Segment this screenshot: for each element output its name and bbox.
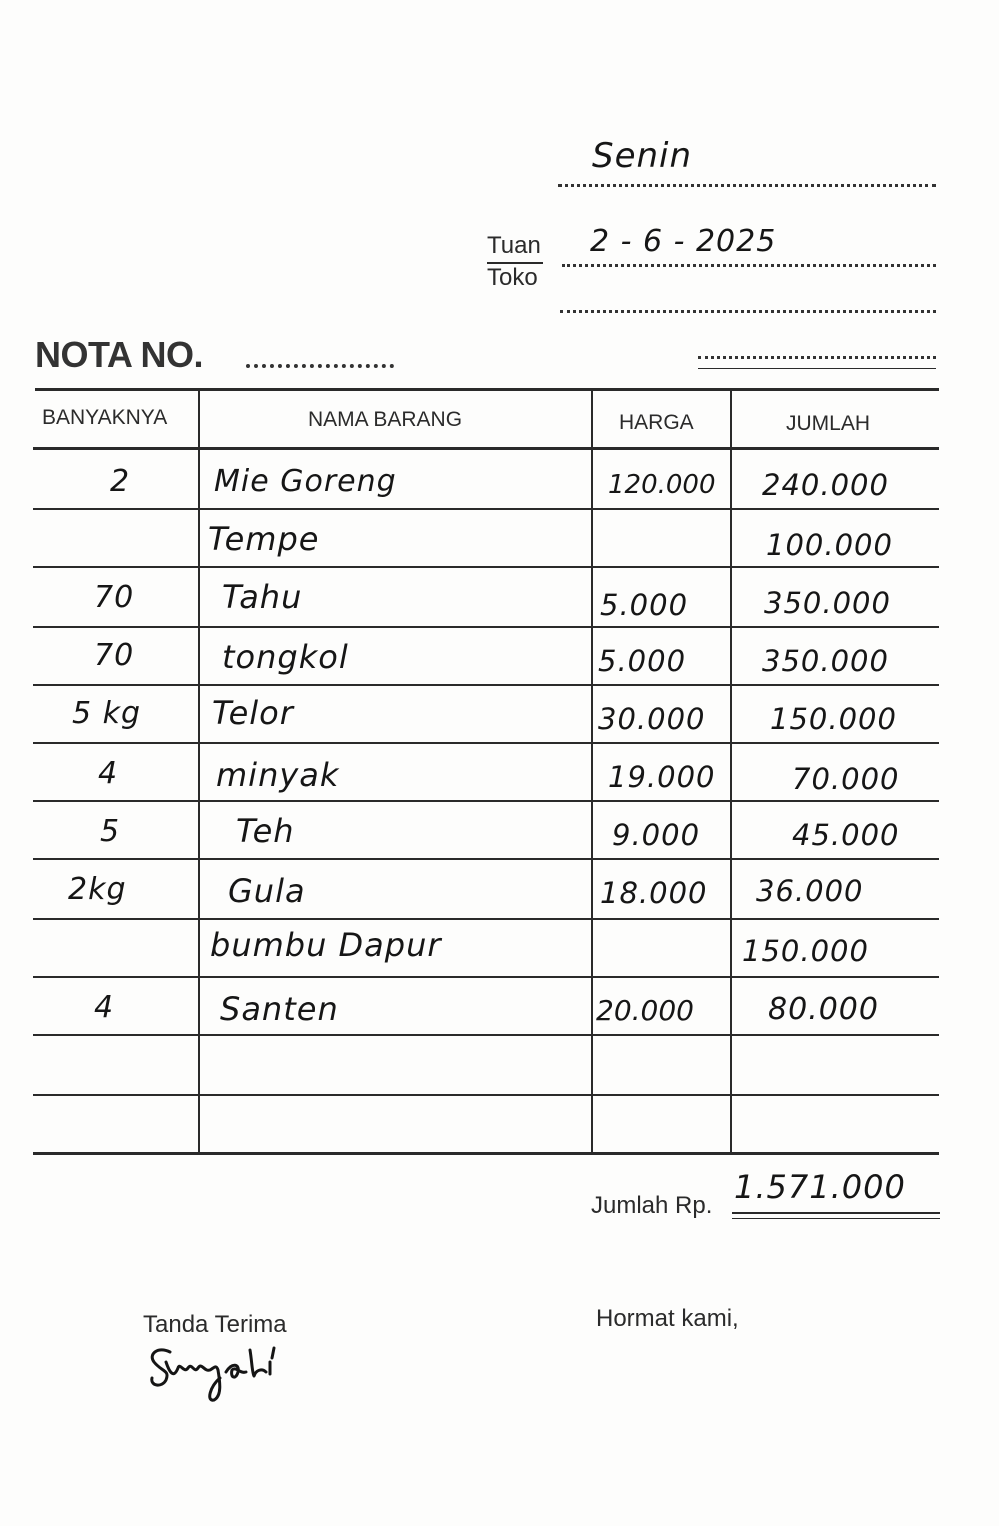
- row-total: 100.000: [766, 528, 893, 562]
- column-header-jumlah: JUMLAH: [786, 412, 871, 435]
- date-text: 2 - 6 - 2025: [590, 224, 777, 259]
- row-qty: 70: [94, 580, 135, 615]
- row-item: Tahu: [222, 578, 303, 616]
- row-total: 80.000: [768, 992, 879, 1027]
- row-total: 36.000: [756, 874, 864, 908]
- table-bottom-border: [33, 1152, 939, 1155]
- row-separator: [33, 858, 939, 860]
- signature-text: [0, 0, 3, 1]
- row-total: 350.000: [762, 644, 889, 678]
- row-qty: 5: [100, 814, 121, 849]
- row-total: 150.000: [770, 702, 897, 736]
- column-divider-1: [198, 390, 200, 1154]
- jumlah-underline-2: [732, 1218, 940, 1219]
- row-qty: 2: [110, 464, 131, 499]
- column-divider-2: [591, 390, 593, 1154]
- row-qty: 70: [94, 638, 135, 673]
- nota-right-underline: [698, 368, 936, 369]
- row-qty: 4: [98, 756, 119, 791]
- row-qty: 5 kg: [72, 696, 142, 731]
- column-header-harga: HARGA: [619, 411, 694, 434]
- row-total: 350.000: [764, 586, 891, 620]
- jumlah-label: Jumlah Rp.: [591, 1192, 713, 1219]
- row-separator: [33, 976, 939, 978]
- row-price: 19.000: [608, 760, 716, 794]
- row-price: 18.000: [600, 876, 708, 910]
- row-item: bumbu Dapur: [210, 926, 442, 964]
- column-header-nama-barang: NAMA BARANG: [308, 408, 463, 431]
- row-total: 45.000: [792, 818, 900, 852]
- row-separator: [33, 626, 939, 628]
- row-total: 240.000: [762, 468, 889, 502]
- row-separator: [33, 742, 939, 744]
- column-divider-3: [730, 390, 732, 1154]
- row-separator: [33, 918, 939, 920]
- row-item: Teh: [236, 812, 295, 850]
- row-item: minyak: [216, 756, 340, 794]
- nota-number-dotted-line: [246, 364, 394, 368]
- row-separator: [33, 1034, 939, 1036]
- row-price: 5.000: [598, 644, 687, 678]
- column-header-banyaknya: BANYAKNYA: [42, 406, 168, 429]
- day-dotted-line: [558, 184, 936, 187]
- tanda-terima-label: Tanda Terima: [143, 1311, 287, 1338]
- nota-right-dotted-line: [698, 356, 936, 359]
- row-price: 30.000: [598, 702, 706, 736]
- tuan-label: Tuan: [487, 232, 541, 259]
- row-price: 120.000: [608, 470, 716, 500]
- signature-drawing: [140, 1340, 320, 1410]
- row-item: Tempe: [208, 520, 320, 558]
- row-separator: [33, 566, 939, 568]
- row-qty: 2kg: [68, 872, 127, 907]
- row-item: tongkol: [222, 638, 349, 676]
- row-item: Santen: [220, 990, 339, 1028]
- row-separator: [33, 508, 939, 510]
- row-separator: [33, 684, 939, 686]
- row-total: 70.000: [792, 762, 900, 796]
- nota-label: NOTA NO.: [35, 334, 203, 375]
- jumlah-underline-1: [732, 1212, 940, 1214]
- day-text: Senin: [592, 136, 693, 176]
- row-price: 20.000: [596, 994, 694, 1027]
- header-bottom-border: [33, 447, 939, 450]
- row-qty: 4: [94, 990, 115, 1025]
- toko-label: Toko: [487, 264, 538, 291]
- row-price: 9.000: [612, 818, 701, 852]
- hormat-kami-label: Hormat kami,: [596, 1305, 739, 1332]
- row-total: 150.000: [742, 934, 869, 968]
- row-item: Telor: [212, 694, 294, 732]
- jumlah-value: 1.571.000: [734, 1168, 906, 1206]
- row-item: Gula: [228, 872, 306, 910]
- row-separator: [33, 1094, 939, 1096]
- toko-dotted-line: [560, 310, 936, 313]
- row-price: 5.000: [600, 588, 689, 622]
- table-top-border: [35, 388, 939, 391]
- row-item: Mie Goreng: [214, 464, 397, 499]
- tuan-dotted-line: [562, 264, 936, 267]
- row-separator: [33, 800, 939, 802]
